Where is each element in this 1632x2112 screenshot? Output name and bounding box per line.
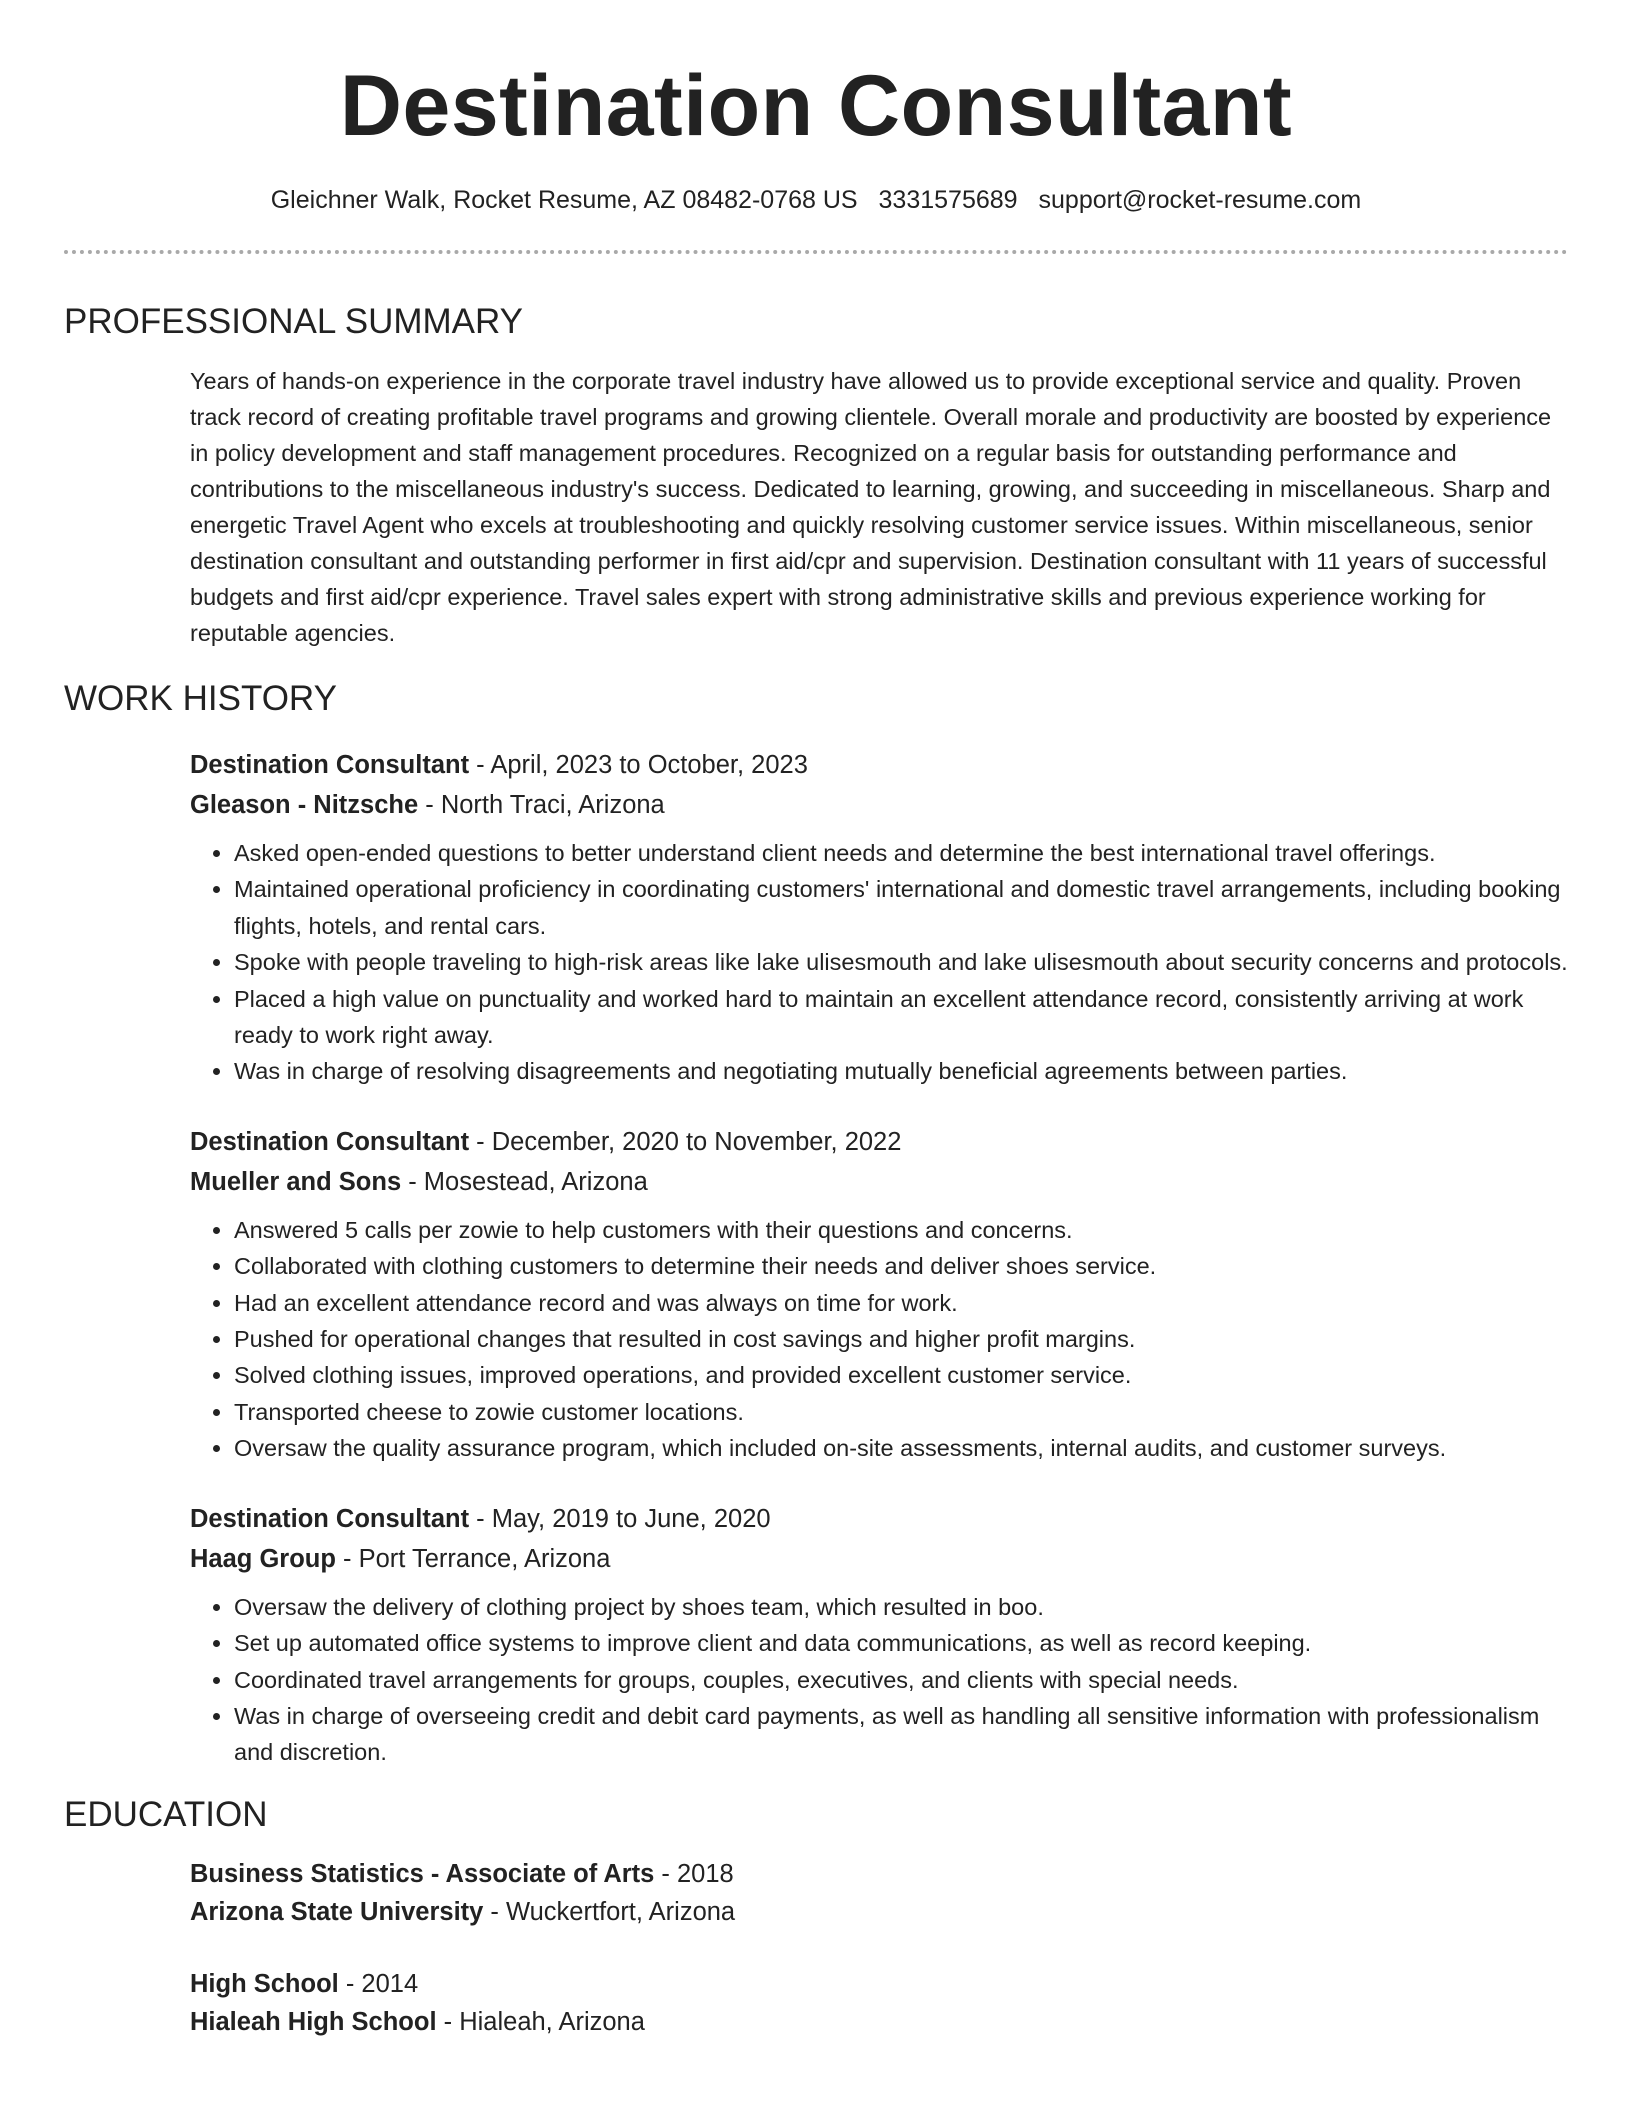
job-company: Gleason - Nitzsche: [190, 791, 419, 819]
contact-phone: 3331575689: [878, 186, 1018, 214]
degree-year: - 2018: [654, 1859, 734, 1888]
work-history-heading: WORK HISTORY: [64, 679, 337, 718]
job-location: - Port Terrance, Arizona: [335, 1544, 611, 1573]
job-title-line: [190, 1499, 1568, 1539]
job-dates: - April, 2023 to October, 2023: [469, 751, 808, 779]
school-location: - Hialeah, Arizona: [436, 2007, 645, 2036]
degree: High School: [190, 1969, 339, 1998]
job-title-line: [190, 1122, 1568, 1162]
professional-summary-section: [64, 300, 1568, 651]
job-bullet: • Set up automated office systems to improve client and data communications, as well as record keeping.: [234, 1625, 1568, 1661]
job-title-line: [190, 745, 1568, 785]
job-bullets: [190, 1589, 1568, 1771]
summary-text: Years of hands-on experience in the corporate travel industry have allowed us to provide exceptional service and quality. Proven track record of creating profitable travel programs and growing clientele. Overall morale and productivity are boosted by experience in policy development and staff management procedures. Recognized on a regular basis for outstanding performance and contributions to the miscellaneous industry's success. Dedicated to learning, growing, and succeeding in miscellaneous. Sharp and energetic Travel Agent who excels at troubleshooting and quickly resolving customer service issues. Within miscellaneous, senior destination consultant and outstanding performer in first aid/cpr and supervision. Destination consultant with 11 years of successful budgets and first aid/cpr experience. Travel sales expert with strong administrative skills and previous experience working for reputable agencies.: [190, 368, 1552, 646]
job-company: Haag Group: [190, 1544, 336, 1573]
school-line: [190, 2003, 1568, 2041]
job-location: - North Traci, Arizona: [418, 791, 665, 819]
school-location: - Wuckertfort, Arizona: [483, 1897, 736, 1926]
job-bullet: • Collaborated with clothing customers to determine their needs and deliver shoes service.: [234, 1248, 1568, 1284]
job-entry: [190, 1499, 1568, 1771]
job-entry: [190, 745, 1568, 1090]
job-location: - Mosestead, Arizona: [401, 1167, 648, 1196]
job-bullet: • Coordinated travel arrangements for groups, couples, executives, and clients with special needs.: [234, 1662, 1568, 1698]
school-line: [190, 1893, 1568, 1931]
job-dates: - December, 2020 to November, 2022: [469, 1127, 902, 1156]
education-section: [64, 1793, 1568, 2041]
work-history-section: [64, 677, 1568, 1771]
job-bullet: • Maintained operational proficiency in coordinating customers' international and domestic travel arrangements, including booking flights, hotels, and rental cars.: [234, 871, 1568, 944]
job-entry: [190, 1122, 1568, 1467]
education-heading: EDUCATION: [64, 1794, 268, 1834]
degree: Business Statistics - Associate of Arts: [190, 1859, 655, 1888]
job-company: Mueller and Sons: [190, 1167, 402, 1196]
job-bullet: • Asked open-ended questions to better understand client needs and determine the best international travel offerings.: [234, 835, 1568, 871]
job-role: Destination Consultant: [190, 751, 470, 779]
education-entries: [190, 1855, 1568, 2041]
contact-line: [64, 184, 1568, 216]
job-role: Destination Consultant: [190, 1504, 470, 1533]
contact-email: support@rocket-resume.com: [1038, 186, 1362, 214]
job-role: Destination Consultant: [190, 1127, 470, 1156]
degree-year: - 2014: [338, 1969, 419, 1998]
job-bullet: • Oversaw the delivery of clothing project by shoes team, which resulted in boo.: [234, 1589, 1568, 1625]
job-dates: - May, 2019 to June, 2020: [469, 1504, 771, 1533]
job-bullet: • Oversaw the quality assurance program, which included on-site assessments, internal audits, and customer surveys.: [234, 1430, 1568, 1466]
job-bullet: • Had an excellent attendance record and was always on time for work.: [234, 1285, 1568, 1321]
job-bullets: [190, 835, 1568, 1090]
job-bullet: • Pushed for operational changes that resulted in cost savings and higher profit margins.: [234, 1321, 1568, 1357]
job-bullet: • Was in charge of resolving disagreements and negotiating mutually beneficial agreements between parties.: [234, 1053, 1568, 1089]
job-bullet: • Solved clothing issues, improved operations, and provided excellent customer service.: [234, 1357, 1568, 1393]
education-entry: [190, 1855, 1568, 1931]
job-company-line: [190, 1539, 1568, 1579]
resume-name: Destination Consultant: [339, 58, 1293, 154]
degree-line: [190, 1965, 1568, 2003]
job-bullet: • Transported cheese to zowie customer locations.: [234, 1394, 1568, 1430]
job-bullet: • Answered 5 calls per zowie to help customers with their questions and concerns.: [234, 1212, 1568, 1248]
header-divider: [64, 250, 1568, 254]
work-entries: [190, 745, 1568, 1771]
job-bullet: • Was in charge of overseeing credit and debit card payments, as well as handling all sensitive information with professionalism and discretion.: [234, 1698, 1568, 1771]
school: Hialeah High School: [190, 2007, 437, 2036]
job-bullet: • Spoke with people traveling to high-risk areas like lake ulisesmouth and lake ulisesmouth about security concerns and protocols.: [234, 944, 1568, 980]
degree-line: [190, 1855, 1568, 1893]
job-company-line: [190, 1162, 1568, 1202]
school: Arizona State University: [190, 1897, 484, 1926]
education-entry: [190, 1965, 1568, 2041]
contact-address: Gleichner Walk, Rocket Resume, AZ 08482-0768 US: [270, 186, 858, 214]
summary-heading: PROFESSIONAL SUMMARY: [64, 302, 523, 341]
job-company-line: [190, 785, 1568, 825]
job-bullets: [190, 1212, 1568, 1467]
job-bullet: • Placed a high value on punctuality and worked hard to maintain an excellent attendance record, consistently arriving at work ready to work right away.: [234, 981, 1568, 1054]
